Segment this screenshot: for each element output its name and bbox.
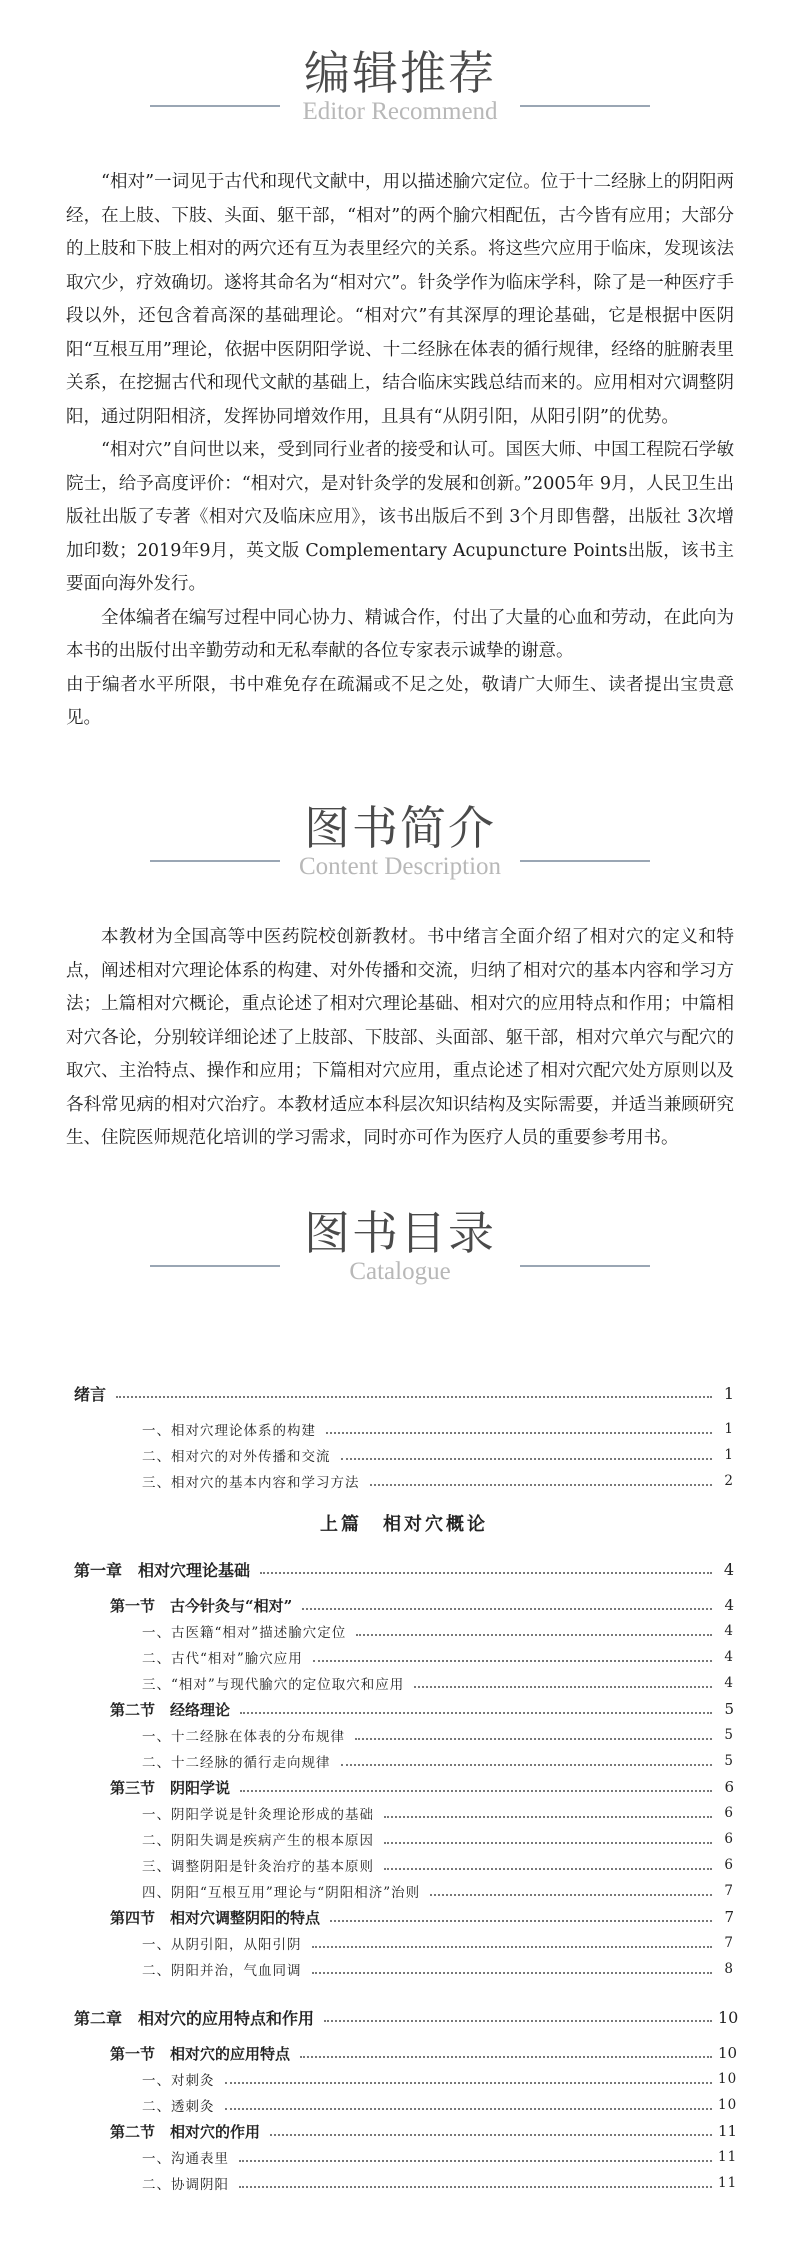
editor-paragraph-1: “相对”一词见于古代和现代文献中，用以描述腧穴定位。位于十二经脉上的阴阳两经，在上肢、下肢、头面、躯干部，“相对”的两个腧穴相配伍，古今皆有应用；大部分的上肢和下肢上相对的两穴还有互为表里经穴的关系。将这些穴应用于临床，发现该法取穴少，疗效确切。遂将其命名为“相对穴”。针灸学作为临床学科，除了是一种医疗手段以外，还包含着高深的基础理论。“相对穴”有其深厚的理论基础，它是根据中医阴阳“互根互用”理论，依据中医阴阳学说、十二经脉在体表的循行规律，经络的脏腑表里关系，在挖掘古代和现代文献的基础上，结合临床实践总结而来的。应用相对穴调整阴阳，通过阴阳相济，发挥协同增效作用，且具有“从阴引阳，从阳引阴”的优势。 [66,172,734,427]
part-title: 上篇 相对穴概论 [320,1514,488,1535]
toc-item: 二、阴阳并治，气血同调 8 [142,1961,734,1979]
editor-paragraph-3: 全体编者在编写过程中同心协力、精诚合作，付出了大量的心血和劳动，在此向为本书的出版付出辛勤劳动和无私奉献的各位专家表示诚挚的谢意。 [66,607,734,661]
catalogue-subtitle: Catalogue [349,1258,451,1285]
catalogue-section-header [0,1205,800,1295]
toc-item: 二、十二经脉的循行走向规律 5 [142,1753,734,1771]
toc-item: 一、十二经脉在体表的分布规律 5 [142,1727,734,1745]
editor-subtitle: Editor Recommend [302,98,498,125]
toc-section: 第二节 经络理论 5 [110,1700,734,1719]
toc-item: 三、“相对”与现代腧穴的定位取穴和应用 4 [142,1675,734,1693]
toc-section: 第四节 相对穴调整阴阳的特点 7 [110,1908,734,1927]
toc-item: 二、协调阴阳 11 [142,2175,738,2193]
editor-title: 编辑推荐 [304,46,496,100]
toc-section: 第一节 相对穴的应用特点 10 [110,2044,738,2063]
toc-section: 第二节 相对穴的作用 11 [110,2122,738,2141]
intro-subtitle: Content Description [298,853,502,880]
toc-item: 一、相对穴理论体系的构建 1 [142,1421,734,1439]
toc-item: 一、对刺灸 10 [142,2071,738,2089]
toc-item: 一、古医籍“相对”描述腧穴定位 4 [142,1623,734,1641]
toc-entry-intro: 绪言 1 [74,1383,734,1404]
toc-item: 一、从阴引阳，从阳引阴 7 [142,1935,734,1953]
toc-item: 三、相对穴的基本内容和学习方法 2 [142,1473,734,1491]
toc-item: 一、沟通表里 11 [142,2149,738,2167]
toc-item: 三、调整阴阳是针灸治疗的基本原则 6 [142,1857,734,1875]
toc-chapter: 第一章 相对穴理论基础 4 [74,1559,734,1580]
editor-body [66,166,734,736]
editor-paragraph-2: “相对穴”自问世以来，受到同行业者的接受和认可。国医大师、中国工程院石学敏院士，给予高度评价：“相对穴，是对针灸学的发展和创新。”2005年 9月，人民卫生出版社出版了专著《相对穴及临床应用》，该书出版后不到 3个月即售罄，出版社 3次增加印数；2019年9月，英文版 Complementary Acupuncture Points出版，该书主要面向海外发行。 [66,440,734,594]
intro-body [66,921,734,1156]
intro-paragraph: 本教材为全国高等中医药院校创新教材。书中绪言全面介绍了相对穴的定义和特点，阐述相对穴理论体系的构建、对外传播和交流，归纳了相对穴的基本内容和学习方法；上篇相对穴概论，重点论述了相对穴理论基础、相对穴的应用特点和作用；中篇相对穴各论，分别较详细论述了上肢部、下肢部、头面部、躯干部，相对穴单穴与配穴的取穴、主治特点、操作和应用；下篇相对穴应用，重点论述了相对穴配穴处方原则以及各科常见病的相对穴治疗。本教材适应本科层次知识结构及实际需要，并适当兼顾研究生、住院医师规范化培训的学习需求，同时亦可作为医疗人员的重要参考用书。 [66,927,734,1148]
toc-item: 二、古代“相对”腧穴应用 4 [142,1649,734,1667]
toc-item: 一、阴阳学说是针灸理论形成的基础 6 [142,1805,734,1823]
toc-item: 四、阴阳“互根互用”理论与“阴阳相济”治则 7 [142,1883,734,1901]
table-of-contents [74,1380,739,2196]
toc-item: 二、透刺灸 10 [142,2097,738,2115]
toc-item: 二、相对穴的对外传播和交流 1 [142,1447,734,1465]
editor-section-header [0,45,800,135]
intro-section-header [0,800,800,890]
toc-section: 第三节 阴阳学说 6 [110,1778,734,1797]
toc-chapter: 第二章 相对穴的应用特点和作用 10 [74,2007,739,2028]
toc-section: 第一节 古今针灸与“相对” 4 [110,1596,734,1615]
catalogue-title: 图书目录 [304,1206,496,1260]
editor-paragraph-4: 由于编者水平所限，书中难免存在疏漏或不足之处，敬请广大师生、读者提出宝贵意见。 [66,674,734,728]
intro-title: 图书简介 [304,801,496,855]
toc-item: 二、阴阳失调是疾病产生的根本原因 6 [142,1831,734,1849]
